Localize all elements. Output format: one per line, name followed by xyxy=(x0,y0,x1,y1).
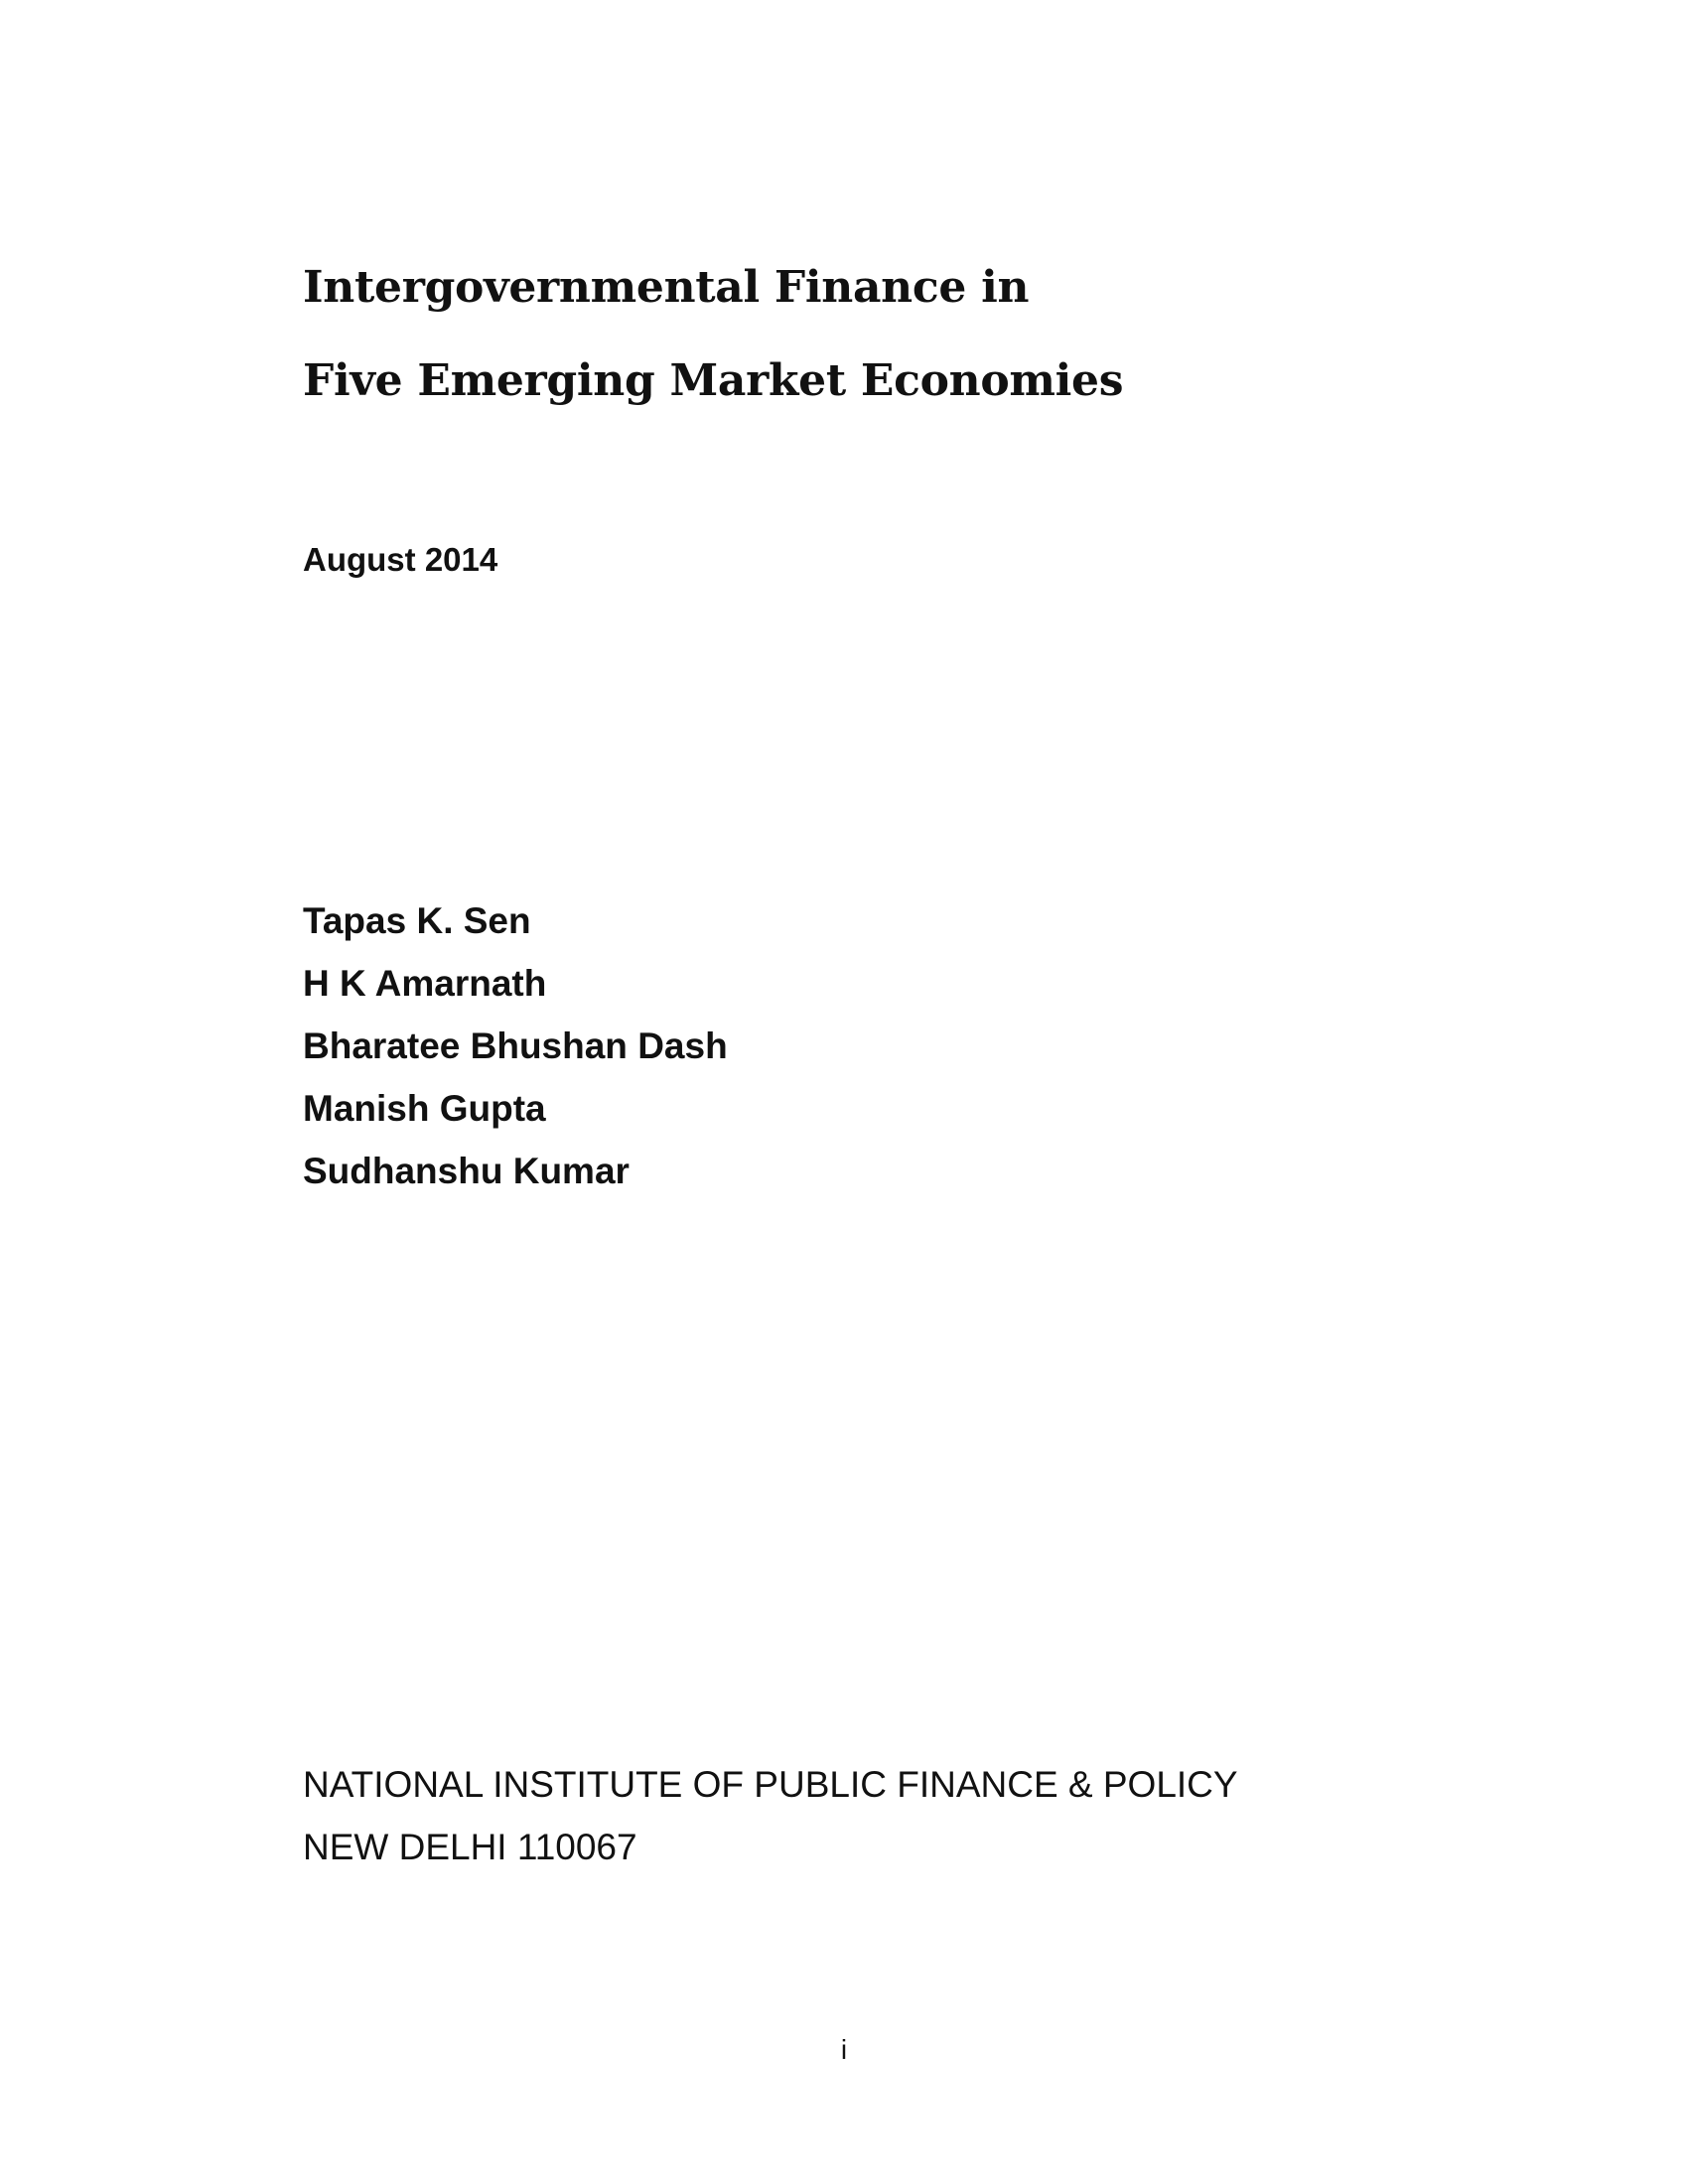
author-list xyxy=(303,889,728,1202)
title-line-1: Intergovernmental Finance in xyxy=(303,262,1030,313)
author-name: Sudhanshu Kumar xyxy=(303,1151,630,1191)
title-line-2: Five Emerging Market Economies xyxy=(303,355,1124,406)
institute-city: NEW DELHI 110067 xyxy=(303,1827,637,1867)
author-name: H K Amarnath xyxy=(303,963,547,1004)
publication-date: August 2014 xyxy=(303,541,498,578)
page-number: i xyxy=(840,2034,848,2065)
author-name: Tapas K. Sen xyxy=(303,900,531,941)
institute-name: NATIONAL INSTITUTE OF PUBLIC FINANCE & POLICY xyxy=(303,1764,1238,1805)
author-name: Bharatee Bhushan Dash xyxy=(303,1025,728,1066)
author-name: Manish Gupta xyxy=(303,1088,546,1129)
